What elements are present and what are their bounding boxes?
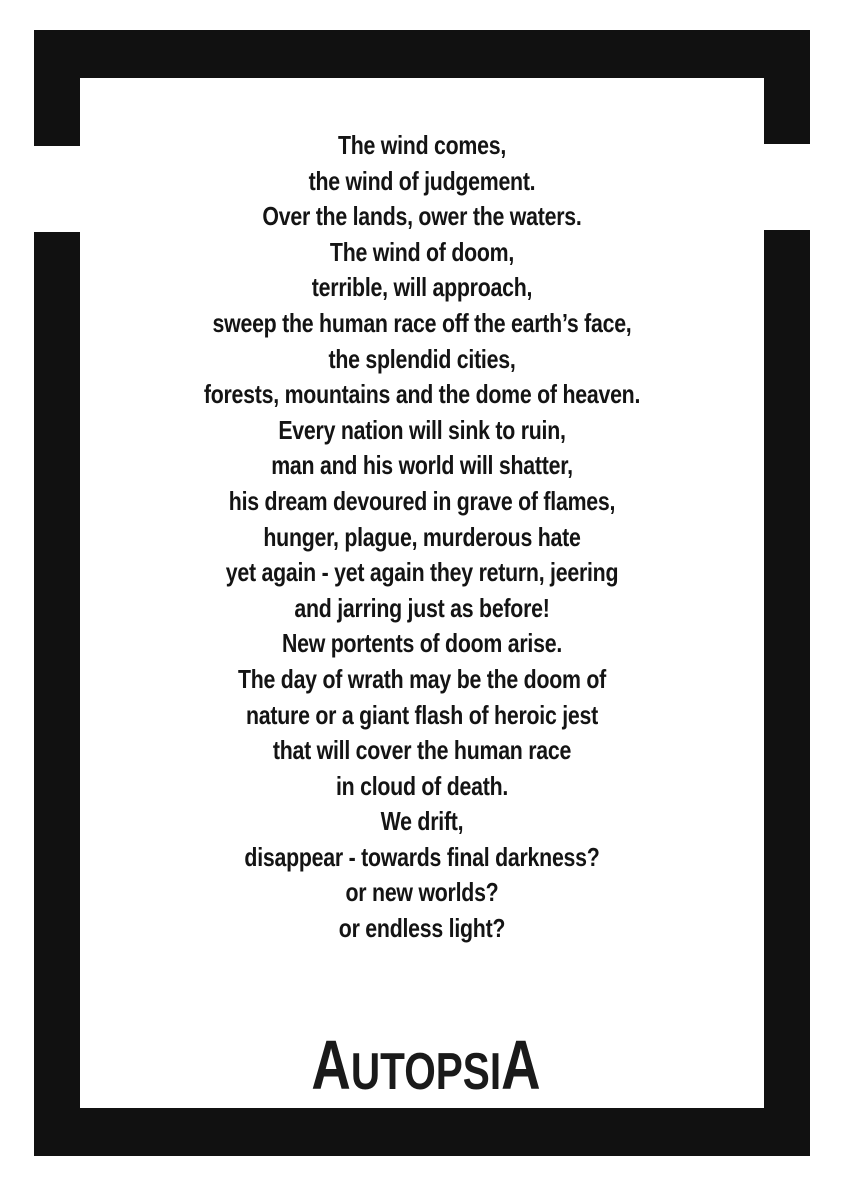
poem-line: disappear - towards final darkness? <box>244 841 600 872</box>
poem-line: The day of wrath may be the doom of <box>237 663 607 694</box>
poem-line: forests, mountains and the dome of heaven. <box>203 379 641 410</box>
poem-line: Over the lands, ower the waters. <box>262 201 582 232</box>
poem-line: terrible, will approach, <box>311 272 533 303</box>
poem-line: that will cover the human race <box>272 735 572 766</box>
poem-line: The wind of doom, <box>329 236 515 267</box>
poem-line: or endless light? <box>338 913 506 944</box>
frame-top-bar <box>34 30 810 78</box>
poem-text <box>158 128 686 947</box>
poem-line: or new worlds? <box>345 877 499 908</box>
poem-line: Every nation will sink to ruin, <box>278 414 566 445</box>
poem-line: the wind of judgement. <box>308 165 536 196</box>
poem-line: and jarring just as before! <box>294 592 550 623</box>
frame-left-upper-bar <box>34 30 80 146</box>
poem-line: yet again - yet again they return, jeering <box>225 557 619 588</box>
frame-right-upper-bar <box>764 30 810 144</box>
logo-first-letter: A <box>311 1026 351 1104</box>
autopsia-logo <box>270 1026 582 1104</box>
frame-left-lower-bar <box>34 232 80 1156</box>
poem-line: his dream devoured in grave of flames, <box>228 485 616 516</box>
poem-line: nature or a giant flash of heroic jest <box>246 699 598 730</box>
poem-line: man and his world will shatter, <box>271 450 573 481</box>
poem-line: sweep the human race off the earth’s face, <box>212 307 632 338</box>
poem-line: The wind comes, <box>337 130 507 160</box>
poem-line: hunger, plague, murderous hate <box>263 521 581 552</box>
poem-line: New portents of doom arise. <box>281 628 563 659</box>
frame-bottom-bar <box>34 1108 810 1156</box>
frame-right-lower-bar <box>764 230 810 1156</box>
poem-line: We drift, <box>380 806 464 837</box>
logo-middle-letters: UTOPSI <box>350 1043 502 1101</box>
logo-last-letter: A <box>501 1026 541 1104</box>
poem-line: in cloud of death. <box>335 770 509 801</box>
poem-line: the splendid cities, <box>328 343 516 374</box>
